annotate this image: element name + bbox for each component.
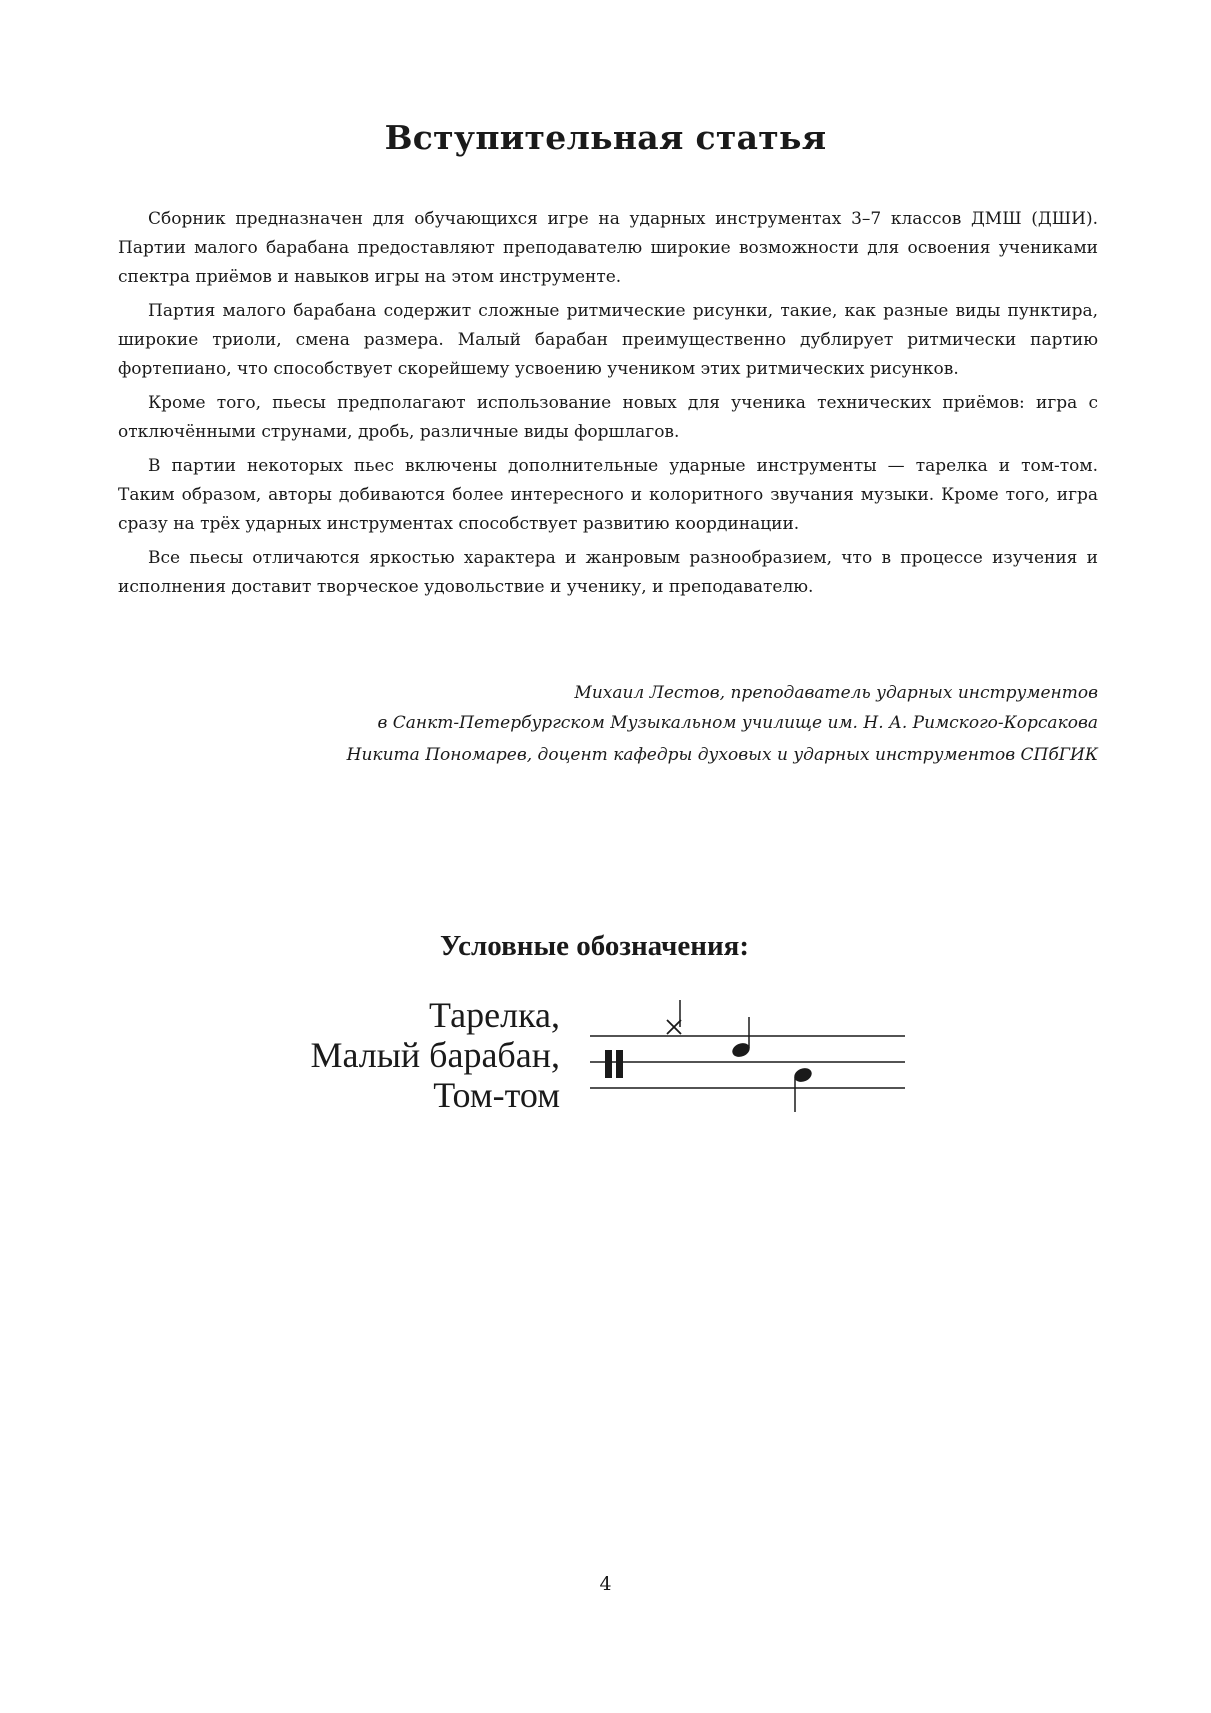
paragraph: Партия малого барабана содержит сложные ритмические рисунки, такие, как разные виды пунктира, широкие триоли, смена размера. Малый барабан преимущественно дублирует ритмически партию фортепиано, что способствует скорейшему усвоению учеником этих ритмических рисунков.: [118, 301, 1098, 379]
percussion-clef-icon: [605, 1050, 612, 1078]
author-signatures: [347, 678, 1098, 772]
percussion-notation-diagram: [585, 1000, 915, 1125]
paragraph: Кроме того, пьесы предполагают использование новых для ученика технических приёмов: игра с отключёнными струнами, дробь, различные виды форшлагов.: [118, 393, 1098, 442]
page-number: 4: [599, 1573, 612, 1595]
signature-lestov: [347, 678, 1098, 738]
signature-ponomarev: [347, 740, 1098, 770]
percussion-clef-icon: [616, 1050, 623, 1078]
paragraph: В партии некоторых пьес включены дополнительные ударные инструменты — тарелка и том-том. Таким образом, авторы добиваются более интересного и колоритного звучания музыки. Кроме того, игра сразу на трёх ударных инструментах способствует развитию координации.: [118, 456, 1098, 534]
paragraph: Сборник предназначен для обучающихся игре на ударных инструментах 3–7 классов ДМШ (ДШИ). Партии малого барабана предоставляют преподавателю широкие возможности для освоения учениками спектра приёмов и навыков игры на этом инструменте.: [118, 209, 1098, 287]
legend-labels: [310, 995, 560, 1115]
legend-heading: Условные обозначения:: [440, 930, 750, 962]
signature-line: Никита Пономарев, доцент кафедры духовых и ударных инструментов СПбГИК: [346, 745, 1098, 765]
legend-label-tomtom: Том-том: [433, 1075, 560, 1115]
legend-label-cymbal: Тарелка,: [429, 995, 560, 1035]
paragraph: Все пьесы отличаются яркостью характера и жанровым разнообразием, что в процессе изучения и исполнения доставит творческое удовольствие и ученику, и преподавателю.: [118, 548, 1098, 597]
intro-body: [118, 205, 1098, 607]
page-title: Вступительная статья: [384, 118, 827, 157]
signature-line: в Санкт-Петербургском Музыкальном училище им. Н. А. Римского-Корсакова: [377, 713, 1098, 733]
legend-label-snare: Малый барабан,: [310, 1035, 560, 1075]
signature-line: Михаил Лестов, преподаватель ударных инструментов: [574, 683, 1098, 703]
